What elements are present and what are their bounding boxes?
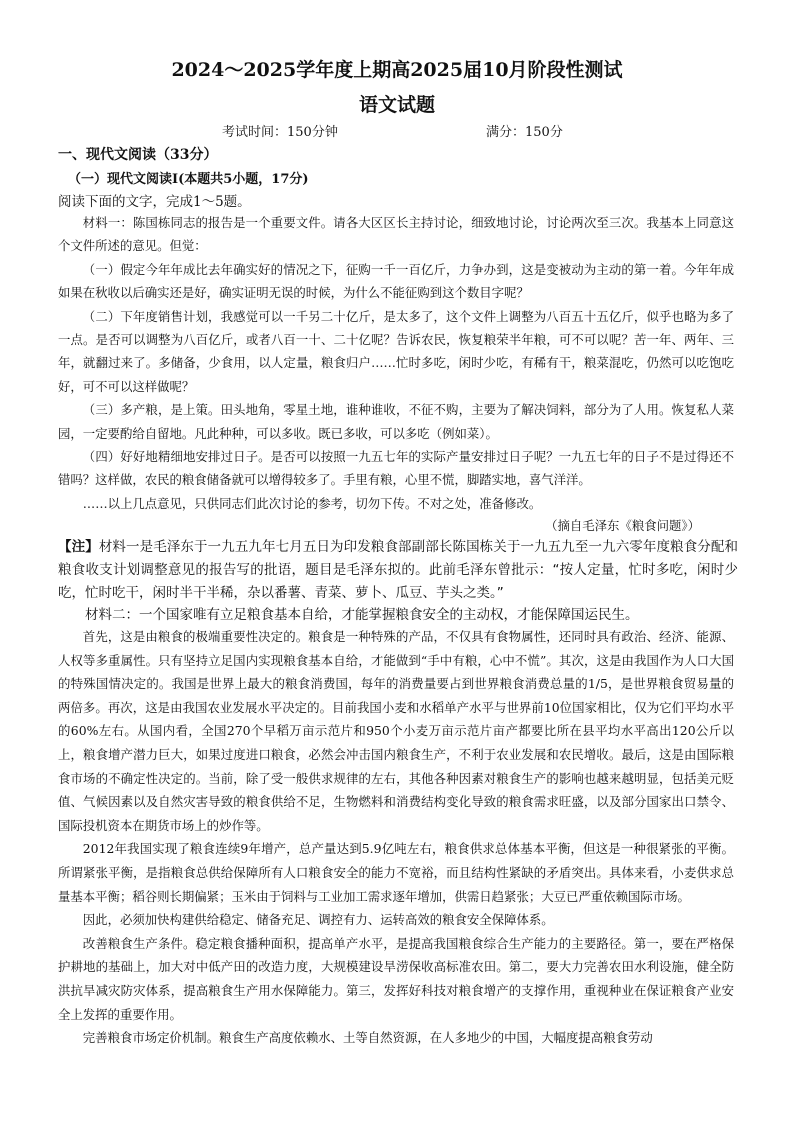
material-one bbox=[58, 211, 734, 515]
material-two-intro: 材料二：一个国家唯有立足粮食基本自给，才能掌握粮食安全的主动权，才能保障国运民生。 bbox=[85, 607, 639, 623]
reading-instruction: 阅读下面的文字，完成1～5题。 bbox=[58, 194, 251, 210]
material-two bbox=[58, 625, 734, 1050]
material-two-paragraph: 2012年我国实现了粮食连续9年增产，总产量达到5.9亿吨左右，粮食供求总体基本平衡，但这是一种很紧张的平衡。所谓紧张平衡，是指粮食总供给保障所有人口粮食安全的能力不宽裕，而且结构性紧缺的矛盾突出。具体来看，小麦供求总量基本平衡；稻谷则长期偏紧；玉米由于饲料与工业加工需求逐年增加，供需日趋紧张；大豆已严重依赖国际市场。 bbox=[58, 841, 734, 904]
exam-subtitle: 语文试题 bbox=[358, 94, 435, 116]
material-one-source: （摘自毛泽东《粮食问题》） bbox=[545, 518, 700, 533]
section-heading: 一、现代文阅读（33分） bbox=[58, 147, 218, 163]
note-tag: 【注】 bbox=[58, 539, 99, 555]
material-two-paragraph: 因此，必须加快构建供给稳定、储备充足、调控有力、运转高效的粮食安全保障体系。 bbox=[82, 912, 554, 928]
full-score: 满分：150分 bbox=[486, 125, 563, 140]
note-text: 材料一是毛泽东于一九五九年七月五日为印发粮食部副部长陈国栋关于一九五九至一九六零年度粮食分配和粮食收支计划调整意见的报告写的批语，题目是毛泽东拟的。此前毛泽东曾批示：“按人定量，忙时多吃，闲时少吃，忙时吃干，闲时半干半稀，杂以番薯、青菜、萝卜、瓜豆、芋头之类。” bbox=[58, 539, 739, 601]
material-two-paragraph: 改善粮食生产条件。稳定粮食播种面积，提高单产水平，是提高我国粮食综合生产能力的主要路径。第一，要在严格保护耕地的基础上，加大对中低产田的改造力度，大规模建设旱涝保收高标准农田。第二，要大力完善农田水利设施，健全防洪抗旱减灾防灾体系，提高粮食生产用水保障能力。第三，发挥好科技对粮食增产的支撑作用，重视种业在保证粮食产业安全上发挥的重要作用。 bbox=[58, 935, 734, 1022]
note bbox=[58, 536, 738, 605]
material-one-paragraph: 材料一：陈国栋同志的报告是一个重要文件。请各大区区长主持讨论，细致地讨论，讨论两次至三次。我基本上同意这个文件所述的意见。但觉： bbox=[58, 215, 734, 254]
material-one-paragraph: （三）多产粮，是上策。田头地角，零星土地，谁种谁收，不征不购，主要为了解决饲料，部分为了人用。恢复私人菜园，一定要酌给自留地。凡此种种，可以多收。既已多收，可以多吃（例如菜）。 bbox=[58, 402, 734, 441]
material-two-paragraph: 完善粮食市场定价机制。粮食生产高度依赖水、土等自然资源，在人多地少的中国，大幅度提高粮食劳动 bbox=[82, 1030, 653, 1046]
material-two-paragraph: 首先，这是由粮食的极端重要性决定的。粮食是一种特殊的产品，不仅具有食物属性，还同时具有政治、经济、能源、人权等多重属性。只有坚持立足国内实现粮食基本自给，才能做到“手中有粮，心中不慌”。其次，这是由我国作为人口大国的特殊国情决定的。我国是世界上最大的粮食消费国，每年的消费量要占到世界粮食消费总量的1/5，是世界粮食贸易量的两倍多。再次，这是由我国农业发展水平决定的。目前我国小麦和水稻单产水平与世界前10位国家相比，仅为它们平均水平的60%左右。从国内看，全国270个早稻万亩示范片和950个小麦万亩示范片亩产都要比所在县平均水平高出120公斤以上，粮食增产潜力巨大，如果过度进口粮食，必然会冲击国内粮食生产，不利于农业发展和农民增收。最后，这是由国际粮食市场的不确定性决定的。当前，除了受一般供求规律的左右，其他各种因素对粮食生产的影响也越来越明显，包括美元贬值、气候因素以及自然灾害导致的粮食供给不足，生物燃料和消费结构变化导致的粮食需求旺盛，以及部分国家出口禁令、国际投机资本在期货市场上的炒作等。 bbox=[58, 629, 734, 833]
material-one-paragraph: （二）下年度销售计划，我感觉可以一千另二十亿斤，是太多了，这个文件上调整为八百五十五亿斤，似乎也略为多了一点。是否可以调整为八百亿斤，或者八百一十、二十亿呢？告诉农民，恢复粮荣半年粮，可不可以呢？苦一年、两年、三年，就翻过来了。多储备，少食用，以人定量，粮食归户……忙时多吃，闲时少吃，有稀有干，粮菜混吃，仍然可以吃饱吃好，可不可以这样做呢？ bbox=[58, 308, 734, 394]
exam-time: 考试时间：150分钟 bbox=[222, 125, 338, 140]
material-one-paragraph: （四）好好地精细地安排过日子。是否可以按照一九五七年的实际产量安排过日子呢？一九五七年的日子不是过得还不错吗？这样做，农民的粮食储备就可以增得较多了。手里有粮，心里不慌，脚踏实地，喜气洋洋。 bbox=[58, 449, 734, 488]
subsection-heading: （一）现代文阅读Ⅰ(本题共5小题，17分) bbox=[68, 172, 309, 187]
exam-title: 2024～2025学年度上期高2025届10月阶段性测试 bbox=[171, 59, 623, 81]
material-one-paragraph: （一）假定今年年成比去年确实好的情况之下，征购一千一百亿斤，力争办到，这是变被动为主动的第一着。今年年成如果在秋收以后确实还是好，确实证明无误的时候，为什么不能征购到这个数目字呢？ bbox=[58, 261, 734, 301]
material-one-paragraph: ……以上几点意见，只供同志们此次讨论的参考，切勿下传。不对之处，准备修改。 bbox=[82, 495, 542, 511]
